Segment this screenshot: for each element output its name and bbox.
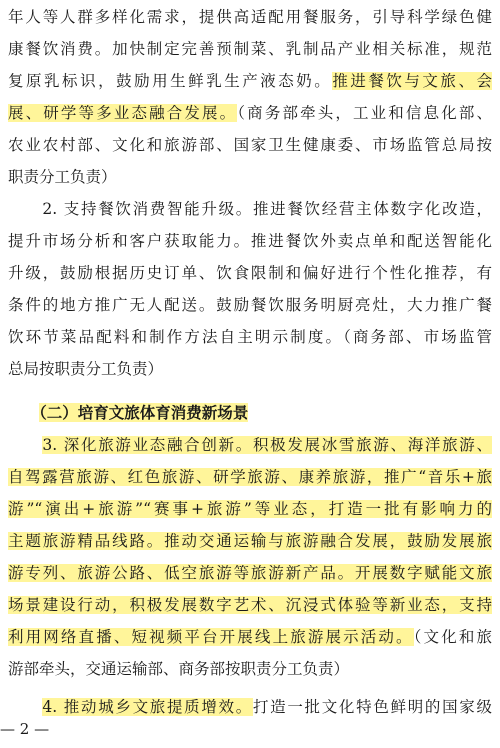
text-segment: 游部牵头，交通运输部、商务部按职责分工负责） <box>8 660 350 678</box>
text-line <box>8 464 492 490</box>
text-line <box>8 656 492 682</box>
text-segment: 条件的地方推广无人配送。鼓励餐饮服务明厨亮灶，大力推广餐 <box>8 296 492 314</box>
text-segment <box>8 436 42 454</box>
text-line <box>8 496 492 522</box>
text-segment: 年人等人群多样化需求，提供高适配用餐服务，引导科学绿色健 <box>8 8 492 26</box>
text-line <box>8 164 492 190</box>
text-segment: 职责分工负责） <box>8 168 117 186</box>
text-line <box>8 400 492 426</box>
text-line <box>8 592 492 618</box>
text-segment: 农业农村部、文化和旅游部、国家卫生健康委、市场监管总局按 <box>8 136 492 154</box>
text-line <box>8 100 492 126</box>
text-line <box>8 36 492 62</box>
highlighted-text: 3. 深化旅游业态融合创新。积极发展冰雪旅游、海洋旅游、 <box>42 436 492 454</box>
text-segment: 升级，鼓励根据历史订单、饮食限制和偏好进行个性化推荐，有 <box>8 264 492 282</box>
page-number: — 2 — <box>0 720 50 738</box>
text-segment: 2. 支持餐饮消费智能升级。推进餐饮经营主体数字化改造， <box>8 200 492 218</box>
highlighted-text: 自驾露营旅游、红色旅游、研学旅游、康养旅游，推广“音乐+旅 <box>8 468 492 486</box>
text-line <box>8 624 492 650</box>
text-line <box>8 196 492 222</box>
text-segment: 饮环节菜品配料和制作方法自主明示制度。（商务部、市场监管 <box>8 328 492 346</box>
text-line <box>8 560 492 586</box>
text-line <box>8 528 492 554</box>
text-segment: 提升市场分析和客户获取能力。推进餐饮外卖点单和配送智能化 <box>8 232 492 250</box>
highlighted-text: 展、研学等多业态融合发展。 <box>8 104 238 122</box>
text-segment <box>8 403 39 422</box>
highlighted-text: 游”“演出+旅游”“赛事+旅游”等业态，打造一批有影响力的 <box>8 500 492 518</box>
text-line <box>8 694 492 720</box>
text-segment: 复原乳标识，鼓励用生鲜乳生产液态奶。 <box>8 72 333 90</box>
text-line <box>8 324 492 350</box>
text-line <box>8 68 492 94</box>
text-segment: （文化和旅 <box>413 628 492 646</box>
highlighted-text: （二）培育文旅体育消费新场景 <box>39 403 249 422</box>
text-line <box>8 432 492 458</box>
highlighted-text: 主题旅游精品线路。推动交通运输与旅游融合发展，鼓励发展旅 <box>8 532 492 550</box>
text-line <box>8 356 492 382</box>
highlighted-text: 推进餐饮与文旅、会 <box>332 72 492 90</box>
text-segment: 打造一批文化特色鲜明的国家级 <box>252 698 492 716</box>
highlighted-text: 4. 推动城乡文旅提质增效。 <box>42 698 253 716</box>
text-segment: （商务部牵头，工业和信息化部、 <box>237 104 492 122</box>
text-segment: 总局按职责分工负责） <box>8 360 164 378</box>
highlighted-text: 利用网络直播、短视频平台开展线上旅游展示活动。 <box>8 628 414 646</box>
highlighted-text: 场景建设行动，积极发展数字艺术、沉浸式体验等新业态，支持 <box>8 596 492 614</box>
text-line <box>8 292 492 318</box>
highlighted-text: 游专列、旅游公路、低空旅游等旅游新产品。开展数字赋能文旅 <box>8 564 492 582</box>
text-segment <box>8 698 42 716</box>
text-line <box>8 260 492 286</box>
text-line <box>8 4 492 30</box>
text-segment: 康餐饮消费。加快制定完善预制菜、乳制品产业相关标准，规范 <box>8 40 492 58</box>
text-line <box>8 132 492 158</box>
text-line <box>8 228 492 254</box>
